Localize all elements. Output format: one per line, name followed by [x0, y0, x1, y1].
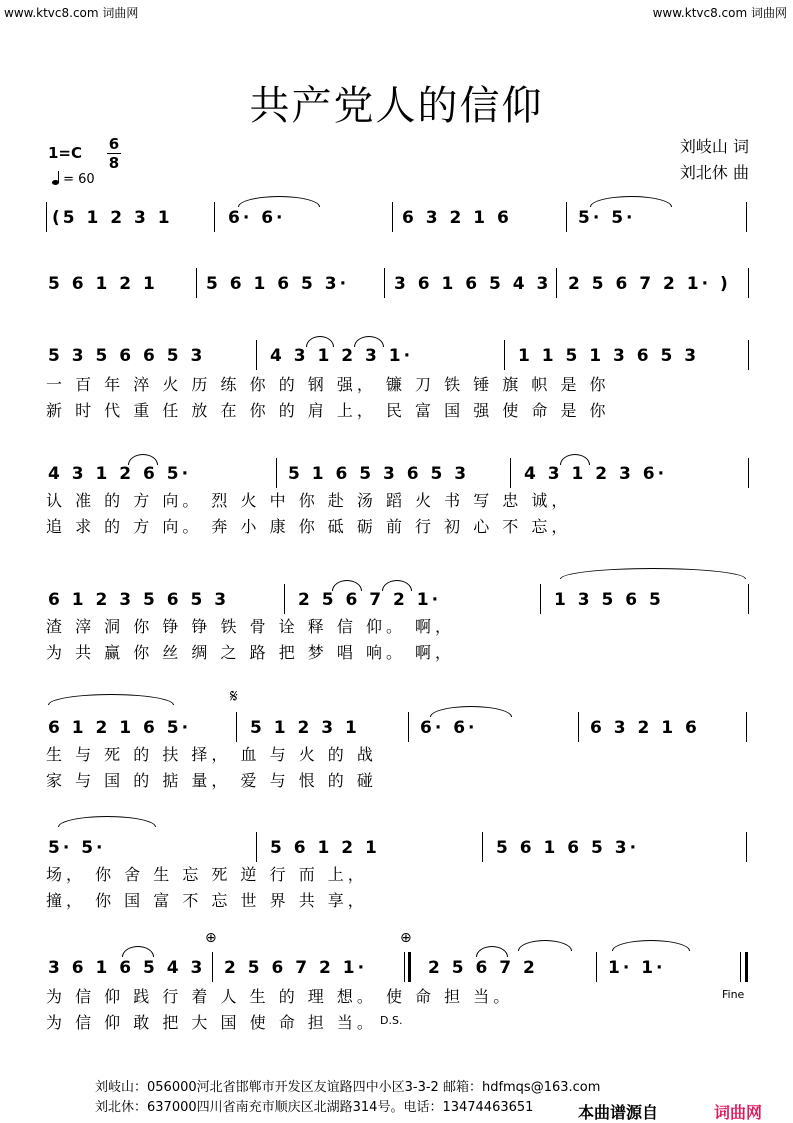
staff-row-2	[0, 268, 793, 308]
lyricist-credit: 刘岐山 词	[679, 137, 749, 156]
segno-icon: 𝄋	[230, 686, 238, 707]
measure: 6· 6·	[420, 718, 478, 738]
tempo-marking	[52, 172, 95, 187]
measure: (5 1 2 3 1	[52, 208, 173, 228]
watermark-right: www.ktvc8.com 词曲网	[652, 6, 787, 20]
lyric-verse-2: 家 与 国 的 掂 量， 爱 与 恨 的 碰	[46, 771, 377, 790]
measure: 1 1 5 1 3 6 5 3	[518, 346, 700, 366]
lyric-verse-1: 一 百 年 淬 火 历 练 你 的 钢 强， 镰 刀 铁 锤 旗 帜 是 你	[46, 375, 610, 394]
quarter-note-icon	[52, 180, 59, 185]
footer-lyricist-contact: 刘岐山：056000河北省邯郸市开发区友谊路四中小区3-3-2 邮箱：hdfmqs@163.com	[95, 1080, 601, 1095]
lyric-verse-2: 为 信 仰 敢 把 大 国 使 命 担 当。	[46, 1013, 377, 1032]
source-badge: 本曲谱源自	[578, 1100, 658, 1123]
song-title: 共产党人的信仰	[249, 83, 544, 129]
watermark-left: www.ktvc8.com 词曲网	[4, 6, 139, 20]
coda-icon: ⊕	[400, 930, 412, 946]
measure: 1· 1·	[608, 958, 666, 978]
measure: 5 1 2 3 1	[250, 718, 360, 738]
footer-composer-contact: 刘北休：637000四川省南充市顺庆区北湖路314号。电话：13474463651	[95, 1100, 534, 1115]
staff-row-5	[0, 584, 793, 664]
coda-icon: ⊕	[205, 930, 217, 946]
ds-mark: D.S.	[380, 1014, 403, 1027]
measure: 5 6 1 2 1	[270, 838, 380, 858]
composer-credit: 刘北休 曲	[679, 163, 749, 182]
measure: 6 1 2 1 6 5·	[48, 718, 192, 738]
measure: 2 5 6 7 2 1· )	[568, 274, 731, 294]
site-badge: 词曲网	[714, 1100, 762, 1123]
lyric-verse-1: 生 与 死 的 扶 择， 血 与 火 的 战	[46, 745, 377, 764]
key-signature: 1=C	[48, 144, 83, 162]
staff-row-4	[0, 458, 793, 538]
staff-row-1	[0, 202, 793, 242]
meter-bottom: 8	[108, 154, 120, 172]
measure: 5 6 1 6 5 3·	[206, 274, 350, 294]
staff-row-6	[0, 686, 793, 792]
measure: 2 5 6 7 2	[428, 958, 538, 978]
measure: 6 1 2 3 5 6 5 3	[48, 590, 230, 610]
lyric-verse-2: 新 时 代 重 任 放 在 你 的 肩 上， 民 富 国 强 使 命 是 你	[46, 401, 610, 420]
measure: 1 3 5 6 5	[554, 590, 664, 610]
measure: 4 3 1 2 3 6·	[524, 464, 668, 484]
time-signature	[107, 136, 121, 171]
measure: 4 3 1 2 3 1·	[270, 346, 414, 366]
staff-row-3	[0, 340, 793, 420]
staff-row-7	[0, 832, 793, 912]
lyric-verse-1: 认 准 的 方 向。 烈 火 中 你 赴 汤 蹈 火 书 写 忠 诚，	[46, 491, 572, 510]
measure: 3 6 1 6 5 4 3	[394, 274, 552, 294]
measure: 6 3 2 1 6	[402, 208, 512, 228]
fine-mark: Fine	[722, 988, 745, 1001]
lyric-verse-2: 为 共 赢 你 丝 绸 之 路 把 梦 唱 响。 啊，	[46, 643, 456, 662]
lyric-verse-1: 场， 你 舍 生 忘 死 逆 行 而 上，	[46, 865, 368, 884]
measure: 5 6 1 6 5 3·	[496, 838, 640, 858]
measure: 5· 5·	[48, 838, 106, 858]
measure: 3 6 1 6 5 4 3	[48, 958, 206, 978]
measure: 6 3 2 1 6	[590, 718, 700, 738]
measure: 4 3 1 2 6 5·	[48, 464, 192, 484]
measure: 5 3 5 6 6 5 3	[48, 346, 206, 366]
lyric-verse-1: 为 信 仰 践 行 着 人 生 的 理 想。 使 命 担 当。	[46, 987, 514, 1006]
lyric-verse-2: 撞， 你 国 富 不 忘 世 界 共 享，	[46, 891, 368, 910]
measure: 2 5 6 7 2 1·	[224, 958, 368, 978]
measure: 2 5 6 7 2 1·	[298, 590, 442, 610]
measure: 6· 6·	[228, 208, 286, 228]
measure: 5 1 6 5 3 6 5 3	[288, 464, 470, 484]
meter-top: 6	[108, 135, 120, 153]
tempo-value: = 60	[63, 172, 95, 187]
lyric-verse-1: 渣 滓 洞 你 铮 铮 铁 骨 诠 释 信 仰。 啊，	[46, 617, 456, 636]
lyric-verse-2: 追 求 的 方 向。 奔 小 康 你 砥 砺 前 行 初 心 不 忘，	[46, 517, 572, 536]
measure: 5 6 1 2 1	[48, 274, 158, 294]
measure: 5· 5·	[578, 208, 636, 228]
staff-row-8	[0, 930, 793, 1032]
